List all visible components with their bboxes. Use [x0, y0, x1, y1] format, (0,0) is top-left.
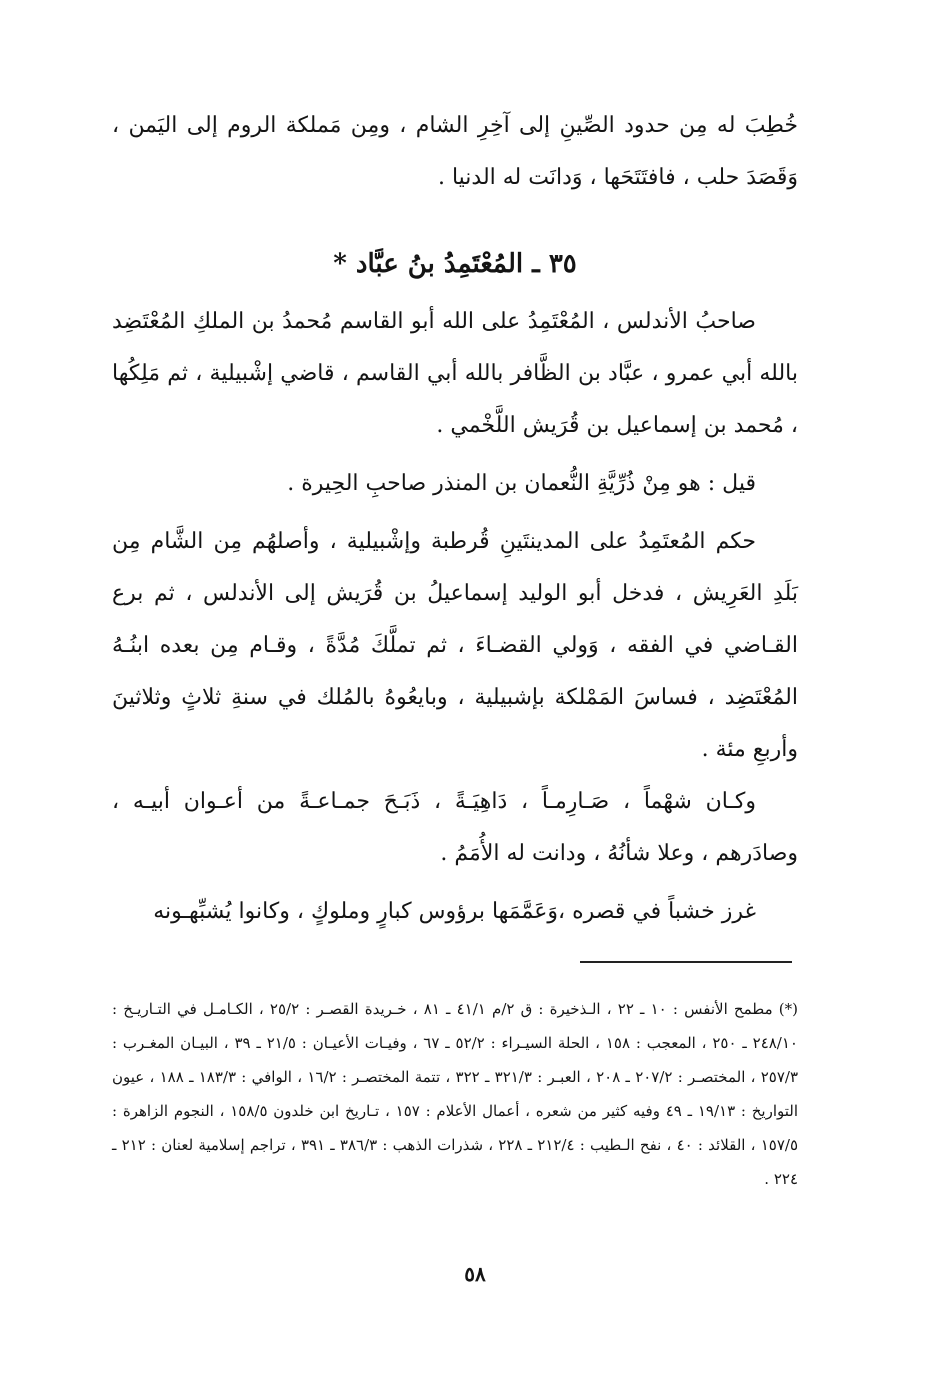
intro-paragraph: خُطِبَ له مِن حدود الصِّينِ إلى آخِرِ الشام ، ومِن مَملكة الروم إلى اليَمن ، وَقَصَدَ حلب ، فافتَتَحَها ، وَدانَت له الدنيا . [112, 113, 798, 190]
footnote-divider [580, 961, 792, 963]
section-heading: ٣٥ ـ المُعْتَمِدُ بنُ عبَّاد * [333, 249, 577, 279]
body-paragraph-1: صاحبُ الأندلس ، المُعْتَمِدُ على الله أبو القاسم مُحمدُ بن الملكِ المُعْتَضِد بالله أبي عمرو ، عبَّاد بن الظَّافر بالله أبي القاسم ، قاضي إشْبيلية ، ثم مَلِكُها ، مُحمد بن إسماعيل بن قُرَيش اللَّخْمي . [112, 309, 798, 438]
body-paragraph-4: وكـان شهْماً ، صَـارِمـاً ، دَاهِيَـةً ، ذَبَـحَ جمـاعـةً من أعـوان أبيـه ، وصادَرهم ، وعلا شأنُهُ ، ودانت له الأُمَمُ . [112, 789, 798, 866]
footnote: (*) مطمح الأنفس : ١٠ ـ ٢٢ ، الـذخيرة : ق ٢/م ٤١/١ ـ ٨١ ، خـريدة القصـر : ٢٥/٢ ، الكـامـل في التـاريـخ : ٢٤٨/١٠ ـ ٢٥٠ ، المعجب : ١٥٨ ، الحلة السيـراء : ٥٢/٢ ـ ٦٧ ، وفيـات الأعيـان : ٢١/٥ ـ ٣٩ ، البيـان المغـرب : ٢٥٧/٣ ، المختصـر : ٢٠٧/٢ ـ ٢٠٨ ، العبـر : ٣٢١/٣ ـ ٣٢٢ ، تتمة المختصـر : ١٦/٢ ، الوافي : ١٨٣/٣ ـ ١٨٨ ، عيون التواريخ : ١٩/١٣ ـ ٤٩ وفيه كثير من شعره ، أعمال الأعلام : ١٥٧ ، تـاريخ ابن خلدون ١٥٨/٥ ، النجوم الزاهرة : ١٥٧/٥ ، القلائد : ٤٠ ، نفح الـطيب : ٢١٢/٤ ـ ٢٢٨ ، شذرات الذهب : ٣٨٦/٣ ـ ٣٩١ ، تراجم إسلامية لعنان : ٢١٢ ـ ٢٢٤ . [112, 1000, 799, 1188]
body-paragraph-3: حكم المُعتَمِدُ على المدينتَينِ قُرطبة وإشْبيلية ، وأصلهُم مِن الشَّام مِن بَلَدِ العَرِيش ، فدخل أبو الوليد إسماعيلُ بن قُرَيش إلى الأندلس ، ثم برع القـاضي في الفقه ، وَولي القضـاءَ ، ثم تملَّكَ مُدَّةً ، وقـام مِن بعده ابنُـهُ المُعْتَضِد ، فساسَ المَمْلكة بإشبيلية ، وبايعُوهُ بالمُلك في سنةِ ثلاثٍ وثلاثينَ وأربعِ مئة . [112, 529, 798, 762]
body-paragraph-5: غرز خشباً في قصره ،وَعَمَّمَها برؤوس كبارٍ وملوكٍ ، وكانوا يُشبِّهـونه [153, 899, 756, 924]
page-number: ٥٨ [464, 1262, 486, 1286]
body-paragraph-2: قيل : هو مِنْ ذُرِّيَّةِ النُّعمان بن المنذر صاحبِ الحِيرة . [287, 471, 756, 496]
